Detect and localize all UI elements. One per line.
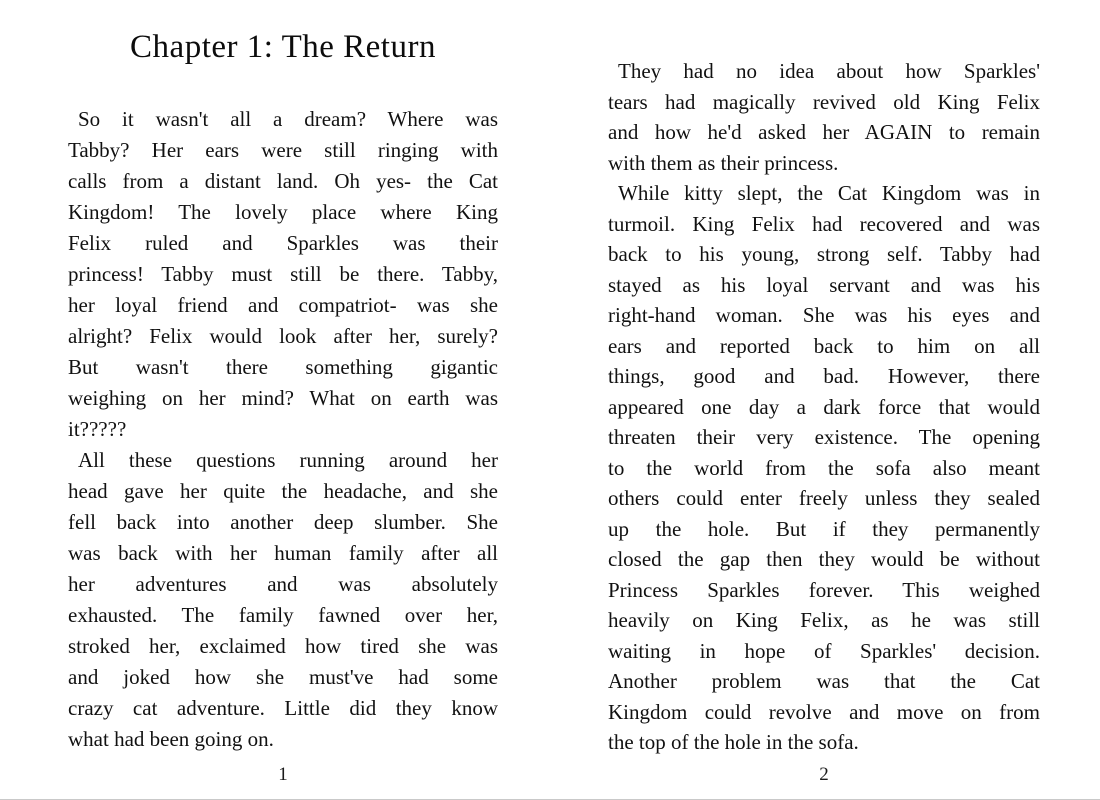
text-line: was back with her human family after all <box>68 541 498 565</box>
text-line: waiting in hope of Sparkles' decision. <box>608 638 1040 663</box>
chapter-title: Chapter 1: The Return <box>130 29 436 65</box>
text-line: appeared one day a dark force that would <box>608 394 1040 419</box>
text-line: Kingdom! The lovely place where King <box>68 200 498 224</box>
text-line: and how he'd asked her AGAIN to remain <box>608 120 1040 144</box>
text-line: But wasn't there something gigantic <box>68 355 498 379</box>
text-line: They had no idea about how Sparkles' <box>618 59 1040 83</box>
text-line: and joked how she must've had some <box>68 665 498 689</box>
paragraph <box>68 104 498 445</box>
text-line: others could enter freely unless they sealed <box>608 486 1040 510</box>
page-left-body <box>68 104 498 755</box>
page-number-left: 1 <box>278 764 288 785</box>
text-line: calls from a distant land. Oh yes- the Cat <box>68 169 498 193</box>
text-line: weighing on her mind? What on earth was <box>68 386 498 410</box>
page-number-right: 2 <box>819 764 829 785</box>
text-line: Felix ruled and Sparkles was their <box>68 231 498 255</box>
text-line: alright? Felix would look after her, surely? <box>68 324 498 348</box>
text-line: ears and reported back to him on all <box>608 333 1040 358</box>
text-line: So it wasn't all a dream? Where was <box>78 107 498 131</box>
text-line: tears had magically revived old King Felix <box>608 89 1040 114</box>
text-line: it????? <box>68 417 127 441</box>
text-line: head gave her quite the headache, and she <box>68 479 498 503</box>
text-line: Tabby? Her ears were still ringing with <box>68 138 498 162</box>
text-line: fell back into another deep slumber. She <box>68 510 498 534</box>
text-line: heavily on King Felix, as he was still <box>608 608 1040 632</box>
text-line: the top of the hole in the sofa. <box>608 730 859 754</box>
page-left <box>68 0 498 800</box>
page-right-body <box>608 56 1040 758</box>
paragraph <box>68 445 498 755</box>
text-line: her loyal friend and compatriot- was she <box>68 293 498 317</box>
text-line: her adventures and was absolutely <box>68 572 498 596</box>
text-line: princess! Tabby must still be there. Tabby, <box>68 262 498 286</box>
text-line: closed the gap then they would be without <box>608 547 1040 571</box>
paragraph <box>608 56 1040 178</box>
text-line: While kitty slept, the Cat Kingdom was in <box>618 181 1040 205</box>
text-line: All these questions running around her <box>78 448 498 472</box>
text-line: threaten their very existence. The opening <box>608 425 1040 449</box>
text-line: Princess Sparkles forever. This weighed <box>608 577 1040 602</box>
text-line: up the hole. But if they permanently <box>608 516 1040 541</box>
paragraph <box>608 178 1040 758</box>
text-line: exhausted. The family fawned over her, <box>68 603 498 627</box>
text-line: crazy cat adventure. Little did they know <box>68 696 498 720</box>
text-line: to the world from the sofa also meant <box>608 455 1040 480</box>
text-line: what had been going on. <box>68 727 274 751</box>
text-line: with them as their princess. <box>608 150 839 175</box>
text-line: turmoil. King Felix had recovered and was <box>608 211 1040 236</box>
page-right <box>608 0 1040 800</box>
text-line: Another problem was that the Cat <box>608 669 1040 693</box>
text-line: stroked her, exclaimed how tired she was <box>68 634 498 658</box>
text-line: back to his young, strong self. Tabby had <box>608 242 1040 266</box>
text-line: things, good and bad. However, there <box>608 364 1040 388</box>
text-line: right-hand woman. She was his eyes and <box>608 303 1040 327</box>
text-line: Kingdom could revolve and move on from <box>608 699 1040 724</box>
text-line: stayed as his loyal servant and was his <box>608 272 1040 297</box>
